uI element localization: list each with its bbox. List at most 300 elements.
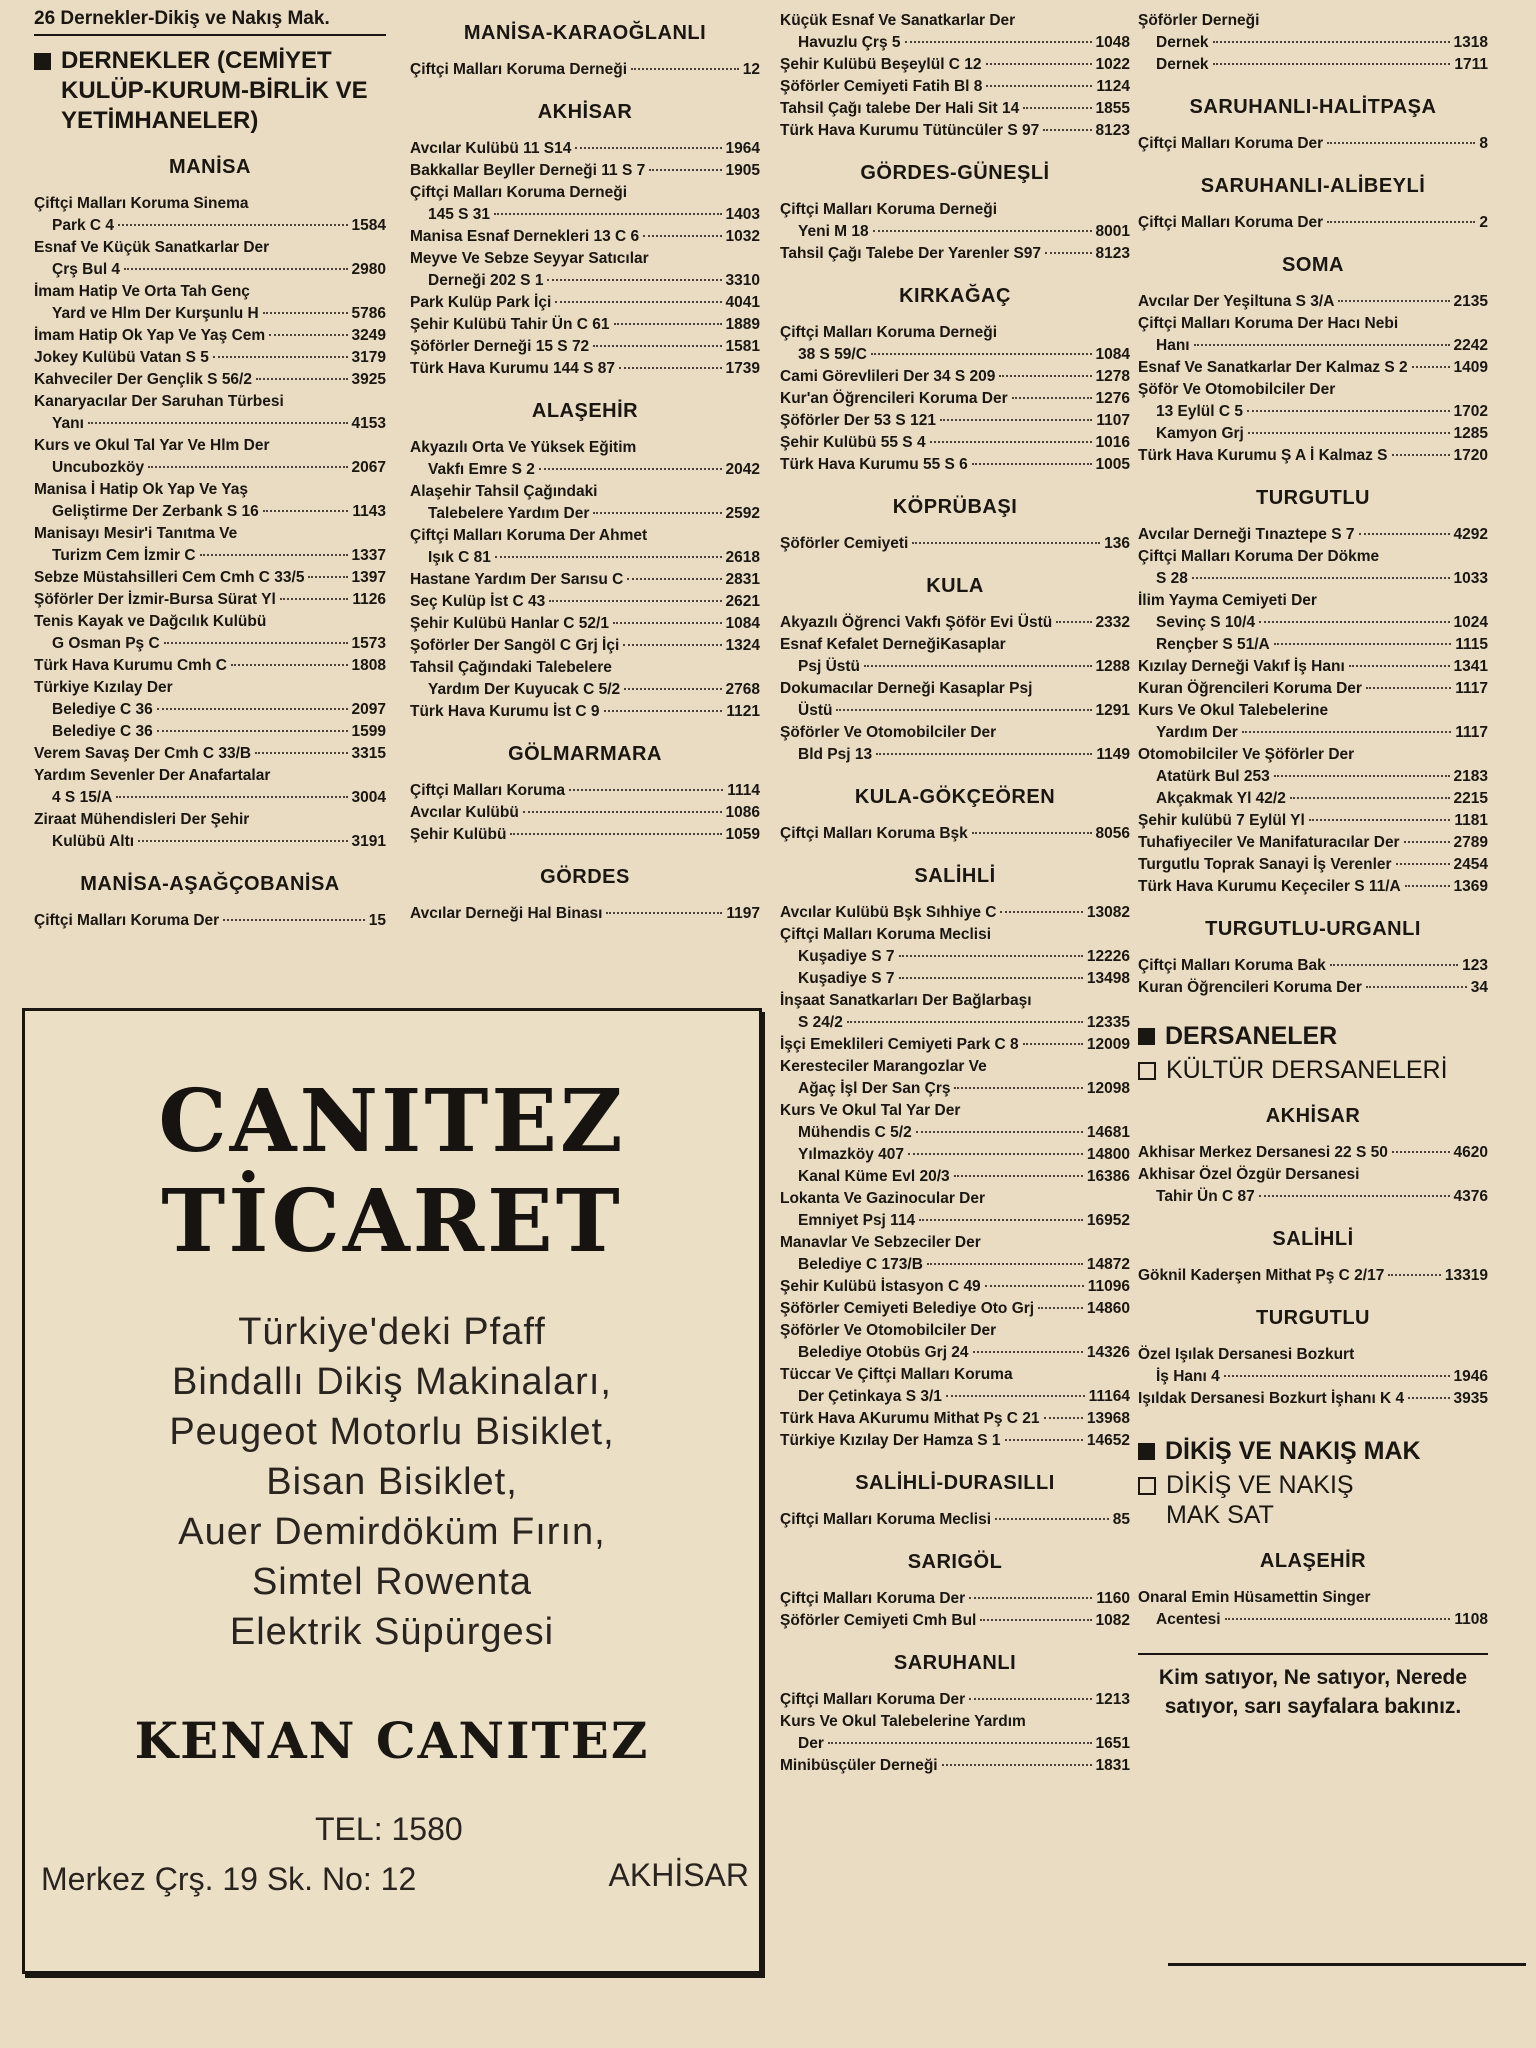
dot-leader xyxy=(118,224,347,226)
dot-leader xyxy=(523,811,722,813)
directory-entry xyxy=(34,435,386,479)
phone-number: 14652 xyxy=(1086,1432,1130,1449)
dot-leader xyxy=(1404,841,1450,843)
dot-leader xyxy=(1225,1618,1451,1620)
phone-number: 1831 xyxy=(1095,1757,1130,1774)
entry-name: Ziraat Mühendisleri Der Şehir xyxy=(34,811,250,828)
entry-address: Psj Üstü xyxy=(798,658,861,675)
entry-name: Çiftçi Malları Koruma Meclisi xyxy=(780,926,992,943)
entry-name: Avcılar Kulübü Bşk Sıhhiye C xyxy=(780,904,997,921)
entry-address: Dernek xyxy=(1156,56,1209,73)
directory-entry xyxy=(34,325,386,347)
phone-number: 2332 xyxy=(1095,614,1130,631)
entry-address: Havuzlu Çrş 5 xyxy=(798,34,901,51)
phone-number: 14326 xyxy=(1086,1344,1130,1361)
dot-leader xyxy=(148,466,347,468)
subsection-kultur-dersaneleri xyxy=(1138,1055,1488,1085)
directory-entry xyxy=(780,199,1130,243)
col4-dersane-groups xyxy=(1138,1105,1488,1410)
phone-number: 1115 xyxy=(1455,636,1488,653)
dot-leader xyxy=(1213,41,1450,43)
phone-number: 1599 xyxy=(351,723,386,740)
entry-name: Çiftçi Malları Koruma Der Ahmet xyxy=(410,527,648,544)
dot-leader xyxy=(1330,964,1458,966)
entry-name: Türk Hava Kurumu Ş A İ Kalmaz S xyxy=(1138,447,1388,464)
entry-name: Küçük Esnaf Ve Sanatkarlar Der xyxy=(780,12,1016,29)
dot-leader xyxy=(973,1351,1083,1353)
dot-leader xyxy=(899,955,1083,957)
town-entries xyxy=(780,1588,1130,1632)
phone-number: 2768 xyxy=(725,681,760,698)
directory-entry xyxy=(1138,678,1488,700)
directory-entry xyxy=(780,1711,1130,1755)
town-entries xyxy=(780,199,1130,265)
phone-number: 2042 xyxy=(725,461,760,478)
phone-number: 1946 xyxy=(1453,1368,1488,1385)
dot-leader xyxy=(569,789,723,791)
town-entries xyxy=(1138,133,1488,155)
directory-entry xyxy=(780,722,1130,766)
phone-number: 1022 xyxy=(1095,56,1130,73)
entry-name: Manisa Esnaf Dernekleri 13 C 6 xyxy=(410,228,640,245)
directory-entry xyxy=(1138,1587,1488,1631)
phone-number: 1403 xyxy=(725,206,760,223)
town-entries xyxy=(780,533,1130,555)
entry-address: Talebelere Yardım Der xyxy=(428,505,590,522)
entry-name: Akhisar Özel Özgür Dersanesi xyxy=(1138,1166,1360,1183)
phone-number: 4620 xyxy=(1453,1144,1488,1161)
phone-number: 2097 xyxy=(351,701,386,718)
dot-leader xyxy=(1396,863,1450,865)
directory-entry xyxy=(780,990,1130,1034)
phone-number: 1086 xyxy=(725,804,760,821)
directory-entry xyxy=(410,292,760,314)
dot-leader xyxy=(263,510,349,512)
entry-name: Kerestеciler Marangozlar Ve xyxy=(780,1058,987,1075)
town-heading: SOMA xyxy=(1282,254,1344,276)
dot-leader xyxy=(649,169,721,171)
phone-number: 1711 xyxy=(1454,56,1488,73)
dot-leader xyxy=(643,235,721,237)
directory-entry xyxy=(410,226,760,248)
entry-name: Akhisar Merkez Dersanesi 22 S 50 xyxy=(1138,1144,1388,1161)
ad-owner-name: KENAN CANITEZ xyxy=(134,1711,650,1770)
bottom-rule xyxy=(1168,1963,1526,1966)
entry-address: Kanal Küme Evl 20/3 xyxy=(798,1168,950,1185)
directory-entry xyxy=(780,1509,1130,1531)
directory-entry xyxy=(1138,1142,1488,1164)
phone-number: 1121 xyxy=(726,703,760,720)
phone-number: 1024 xyxy=(1453,614,1488,631)
directory-entry xyxy=(1138,379,1488,423)
directory-entry xyxy=(780,1100,1130,1122)
phone-number: 1124 xyxy=(1096,78,1130,95)
phone-number: 2135 xyxy=(1453,293,1488,310)
phone-number: 3179 xyxy=(351,349,386,366)
town-entries xyxy=(780,823,1130,845)
town-entries xyxy=(1138,1265,1488,1287)
entry-name: Şöförler Der 53 S 121 xyxy=(780,412,936,429)
entry-name: İmam Hatip Ve Orta Tah Genç xyxy=(34,283,250,300)
entry-address: Kuşadiye S 7 xyxy=(798,948,895,965)
entry-name: Tuhafiyeciler Ve Manifaturacılar Der xyxy=(1138,834,1400,851)
phone-number: 16952 xyxy=(1086,1212,1130,1229)
dot-leader xyxy=(1000,911,1082,913)
entry-name: Şöförler Ve Otomobilciler Der xyxy=(780,724,997,741)
phone-number: 3191 xyxy=(351,833,386,850)
entry-address: G Osman Pş C xyxy=(52,635,160,652)
directory-entry xyxy=(1138,1164,1488,1208)
entry-name: Çiftçi Malları Koruma Meclisi xyxy=(780,1511,992,1528)
phone-number: 2215 xyxy=(1453,790,1488,807)
ad-product-line: Auer Demirdöküm Fırın, xyxy=(178,1511,606,1553)
directory-entry xyxy=(34,391,386,435)
directory-entry xyxy=(1138,590,1488,612)
phone-number: 13082 xyxy=(1086,904,1130,921)
town-entries xyxy=(410,138,760,380)
entry-address: Uncubozköy xyxy=(52,459,145,476)
directory-entry xyxy=(780,366,1130,388)
canitez-advertisement xyxy=(22,1008,762,1974)
entry-name: Kur'an Öğrencileri Koruma Der xyxy=(780,390,1008,407)
phone-number: 2242 xyxy=(1453,337,1488,354)
column-3 xyxy=(780,10,1130,1777)
directory-entry xyxy=(780,1188,1130,1232)
entry-name: Çiftçi Malları Koruma Bşk xyxy=(780,825,968,842)
dot-leader xyxy=(88,422,348,424)
entry-name: Otomobilciler Ve Şöförler Der xyxy=(1138,746,1355,763)
dot-leader xyxy=(1408,1397,1449,1399)
column-2 xyxy=(410,2,760,925)
town-heading: KULA xyxy=(926,575,984,597)
running-head: 26 Dernekler-Dikiş ve Nakış Mak. xyxy=(34,8,386,36)
entry-address: Der xyxy=(798,1735,824,1752)
dot-leader xyxy=(1023,1043,1083,1045)
dot-leader xyxy=(624,688,721,690)
entry-name: Tahsil Çağı Talebe Der Yarenler S97 xyxy=(780,245,1042,262)
entry-name: Şehir Kulübü 55 S 4 xyxy=(780,434,926,451)
directory-entry xyxy=(1138,788,1488,810)
section-title-text: DERSANELER xyxy=(1165,1022,1338,1050)
phone-number: 1651 xyxy=(1095,1735,1130,1752)
directory-entry xyxy=(780,1320,1130,1364)
ad-title-line1: CANITEZ xyxy=(158,1071,626,1172)
ad-product-line: Elektrik Süpürgesi xyxy=(229,1611,555,1653)
dot-leader xyxy=(1412,366,1450,368)
directory-entry xyxy=(34,281,386,325)
dot-leader xyxy=(999,375,1091,377)
entry-address: Yılmazköy 407 xyxy=(798,1146,904,1163)
dot-leader xyxy=(876,753,1092,755)
directory-entry xyxy=(1138,612,1488,634)
directory-entry xyxy=(780,946,1130,968)
directory-entry xyxy=(780,76,1130,98)
directory-entry xyxy=(410,138,760,160)
town-entries xyxy=(780,322,1130,476)
town-heading: GÖRDES xyxy=(540,866,630,888)
dot-leader xyxy=(1005,1439,1083,1441)
directory-entry xyxy=(410,481,760,525)
entry-address: 4 S 15/A xyxy=(52,789,113,806)
phone-number: 1341 xyxy=(1453,658,1488,675)
entry-name: Esnaf Ve Küçük Sanatkarlar Der xyxy=(34,239,270,256)
directory-entry xyxy=(34,765,386,809)
directory-entry xyxy=(780,1276,1130,1298)
entry-name: Sebze Müstahsilleri Cem Cmh C 33/5 xyxy=(34,569,305,586)
entry-name: Şöförler Derneği 15 S 72 xyxy=(410,338,590,355)
entry-address: Atatürk Bul 253 xyxy=(1156,768,1270,785)
town-heading: SARUHANLI-ALİBEYLİ xyxy=(1200,175,1426,197)
entry-address: Vakfı Emre S 2 xyxy=(428,461,535,478)
entry-name: İlim Yayma Cemiyeti Der xyxy=(1138,592,1317,609)
entry-name: Manisayı Mesir'i Tanıtma Ve xyxy=(34,525,238,542)
phone-number: 12009 xyxy=(1086,1036,1130,1053)
entry-address: Yard ve Hlm Der Kurşunlu H xyxy=(52,305,259,322)
directory-entry xyxy=(34,910,386,932)
entry-address: Geliştirme Der Zerbank S 16 xyxy=(52,503,259,520)
town-heading: SALİHLİ xyxy=(914,865,996,887)
town-heading: GÖLMARMARA xyxy=(508,743,662,765)
entry-name: Çiftçi Malları Koruma Der xyxy=(1138,214,1324,231)
dot-leader xyxy=(157,708,348,710)
subsection-dikis-sat xyxy=(1138,1470,1488,1530)
entry-name: Yardım Sevenler Der Anafartalar xyxy=(34,767,271,784)
phone-number: 1084 xyxy=(725,615,760,632)
phone-number: 3310 xyxy=(725,272,760,289)
entry-address: 145 S 31 xyxy=(428,206,491,223)
dot-leader xyxy=(213,356,348,358)
entry-address: Tahir Ün C 87 xyxy=(1156,1188,1255,1205)
entry-address: Yanı xyxy=(52,415,84,432)
town-heading: MANİSA xyxy=(169,156,251,178)
col4-top-entries xyxy=(1138,10,1488,76)
entry-address: 38 S 59/C xyxy=(798,346,867,363)
phone-number: 1032 xyxy=(725,228,760,245)
phone-number: 14872 xyxy=(1086,1256,1130,1273)
phone-number: 2618 xyxy=(725,549,760,566)
town-entries xyxy=(780,1509,1130,1531)
col4-dikis-groups xyxy=(1138,1550,1488,1631)
phone-number: 1739 xyxy=(725,360,760,377)
dot-leader xyxy=(1213,63,1451,65)
directory-entry xyxy=(780,1430,1130,1452)
entry-address: Üstü xyxy=(798,702,833,719)
entry-address: Emniyet Psj 114 xyxy=(798,1212,916,1229)
phone-number: 1855 xyxy=(1095,100,1130,117)
ad-city: AKHİSAR xyxy=(608,1857,749,1893)
directory-entry xyxy=(410,635,760,657)
col3-top-entries xyxy=(780,10,1130,142)
section-title-text: DİKİŞ VE NAKIŞ MAK xyxy=(1165,1437,1421,1465)
directory-entry xyxy=(410,314,760,336)
entry-name: Kuran Öğrencileri Koruma Der xyxy=(1138,680,1362,697)
dot-leader xyxy=(1248,432,1450,434)
dot-leader xyxy=(972,832,1092,834)
entry-name: Çiftçi Malları Koruma Bak xyxy=(1138,957,1326,974)
entry-name: Türkiye Kızılay Der Hamza S 1 xyxy=(780,1432,1001,1449)
phone-number: 8 xyxy=(1479,135,1488,152)
directory-entry xyxy=(1138,32,1488,54)
dot-leader xyxy=(972,463,1092,465)
town-entries xyxy=(1138,212,1488,234)
phone-number: 1108 xyxy=(1454,1611,1488,1628)
phone-number: 14800 xyxy=(1086,1146,1130,1163)
filled-square-icon xyxy=(1138,1028,1155,1045)
phone-number: 1276 xyxy=(1095,390,1130,407)
phone-number: 8123 xyxy=(1095,245,1130,262)
dot-leader xyxy=(575,147,721,149)
entry-address: Acentesi xyxy=(1156,1611,1221,1628)
entry-name: İmam Hatip Ok Yap Ve Yaş Cem xyxy=(34,327,266,344)
directory-entry xyxy=(410,182,760,226)
entry-name: Kurs Ve Okul Tal Yar Der xyxy=(780,1102,961,1119)
entry-name: Türk Hava Kurumu Cmh C xyxy=(34,657,227,674)
phone-number: 1033 xyxy=(1453,570,1488,587)
directory-entry xyxy=(780,1298,1130,1320)
dot-leader xyxy=(1359,533,1450,535)
entry-address: Yeni M 18 xyxy=(798,223,869,240)
entry-address: 13 Eylül C 5 xyxy=(1156,403,1244,420)
phone-number: 2621 xyxy=(725,593,760,610)
col2-groups xyxy=(410,22,760,925)
entry-address: Turizm Cem İzmir C xyxy=(52,547,196,564)
entry-address: Işık C 81 xyxy=(428,549,491,566)
entry-name: Türkiye Kızılay Der xyxy=(34,679,173,696)
dot-leader xyxy=(263,312,348,314)
entry-name: Minibüsçüler Derneği xyxy=(780,1757,938,1774)
phone-number: 123 xyxy=(1462,957,1488,974)
dot-leader xyxy=(912,542,1100,544)
entry-name: İnşaat Sanatkarları Der Bağlarbaşı xyxy=(780,992,1032,1009)
entry-name: Alaşehir Tahsil Çağındaki xyxy=(410,483,598,500)
dot-leader xyxy=(200,554,348,556)
ad-address: Merkez Çrş. 19 Sk. No: 12 xyxy=(41,1861,417,1897)
dot-leader xyxy=(980,1619,1091,1621)
entry-name: Şöförler Derneği xyxy=(1138,12,1260,29)
col1-groups xyxy=(34,156,386,932)
entry-name: Şöförler Ve Otomobilciler Der xyxy=(780,1322,997,1339)
phone-number: 2454 xyxy=(1453,856,1488,873)
directory-entry xyxy=(780,1588,1130,1610)
dot-leader xyxy=(1309,819,1451,821)
phone-number: 2183 xyxy=(1453,768,1488,785)
dot-leader xyxy=(1023,107,1091,109)
town-entries xyxy=(410,59,760,81)
entry-address: Mühendis C 5/2 xyxy=(798,1124,912,1141)
dot-leader xyxy=(828,1742,1092,1744)
dot-leader xyxy=(1388,1274,1441,1276)
entry-name: Çiftçi Malları Koruma Sinema xyxy=(34,195,249,212)
directory-entry xyxy=(410,437,760,481)
dot-leader xyxy=(308,576,347,578)
entry-name: Şehir Kulübü xyxy=(410,826,507,843)
dot-leader xyxy=(871,353,1092,355)
dot-leader xyxy=(619,367,721,369)
town-heading: AKHİSAR xyxy=(1265,1105,1361,1127)
entry-name: Türk Hava AKurumu Mithat Pş C 21 xyxy=(780,1410,1040,1427)
directory-entry xyxy=(410,160,760,182)
entry-name: Avcılar Der Yeşiltuna S 3/A xyxy=(1138,293,1335,310)
phone-number: 8123 xyxy=(1095,122,1130,139)
entry-address: Belediye Otobüs Grj 24 xyxy=(798,1344,969,1361)
directory-entry xyxy=(410,59,760,81)
phone-number: 1016 xyxy=(1095,434,1130,451)
dot-leader xyxy=(593,345,721,347)
phone-number: 5786 xyxy=(351,305,386,322)
phone-number: 1584 xyxy=(351,217,386,234)
town-heading: TURGUTLU xyxy=(1256,487,1370,509)
dot-leader xyxy=(116,796,347,798)
directory-entry xyxy=(780,634,1130,678)
entry-address: Rençber S 51/A xyxy=(1156,636,1270,653)
entry-name: İşçi Emeklileri Cemiyeti Park C 8 xyxy=(780,1036,1019,1053)
phone-number: 3004 xyxy=(351,789,386,806)
entry-name: Şöförler Cemiyeti Fatih Bl 8 xyxy=(780,78,983,95)
entry-name: Özel Işılak Dersanesi Bozkurt xyxy=(1138,1346,1355,1363)
directory-entry xyxy=(780,1610,1130,1632)
entry-name: Çiftçi Malları Koruma Der Hacı Nebi xyxy=(1138,315,1399,332)
dot-leader xyxy=(231,664,348,666)
dot-leader xyxy=(864,665,1092,667)
phone-number: 4153 xyxy=(351,415,386,432)
dot-leader xyxy=(549,600,721,602)
section-title-dersaneler xyxy=(1138,1021,1488,1051)
dot-leader xyxy=(1274,643,1452,645)
dot-leader xyxy=(606,912,722,914)
entry-name: Akyazılı Öğrenci Vakfı Şöför Evi Üstü xyxy=(780,614,1053,631)
entry-address: Akçakmak Yl 42/2 xyxy=(1156,790,1286,807)
dot-leader xyxy=(547,279,721,281)
directory-entry xyxy=(1138,546,1488,590)
town-heading: SALİHLİ-DURASILLI xyxy=(855,1472,1055,1494)
entry-name: Şöför Ve Otomobilciler Der xyxy=(1138,381,1336,398)
dot-leader xyxy=(1327,142,1475,144)
phone-number: 1160 xyxy=(1096,1590,1130,1607)
col3-groups xyxy=(780,162,1130,1777)
dot-leader xyxy=(495,556,722,558)
phone-number: 1197 xyxy=(726,905,760,922)
filled-square-icon xyxy=(34,53,51,70)
dot-leader xyxy=(946,1395,1085,1397)
phone-number: 12226 xyxy=(1086,948,1130,965)
directory-entry xyxy=(1138,212,1488,234)
dot-leader xyxy=(942,1764,1092,1766)
town-heading: ALAŞEHİR xyxy=(531,400,639,422)
directory-entry xyxy=(1138,291,1488,313)
directory-entry xyxy=(1138,766,1488,788)
entry-name: Şöförler Der İzmir-Bursa Sürat Yl xyxy=(34,591,276,608)
phone-number: 3925 xyxy=(351,371,386,388)
entry-name: Şehir Kulübü Beşeylül C 12 xyxy=(780,56,982,73)
phone-number: 1048 xyxy=(1095,34,1130,51)
dot-leader xyxy=(138,840,347,842)
dot-leader xyxy=(986,85,1092,87)
dot-leader xyxy=(1242,731,1451,733)
phone-number: 1397 xyxy=(351,569,386,586)
directory-entry xyxy=(34,589,386,611)
dot-leader xyxy=(1349,665,1450,667)
directory-entry xyxy=(1138,133,1488,155)
town-entries xyxy=(780,902,1130,1452)
directory-entry xyxy=(34,347,386,369)
directory-entry xyxy=(780,322,1130,366)
phone-number: 13498 xyxy=(1086,970,1130,987)
phone-number: 1082 xyxy=(1095,1612,1130,1629)
ad-product-line: Türkiye'deki Pfaff xyxy=(238,1311,546,1353)
entry-address: S 28 xyxy=(1156,570,1188,587)
entry-name: Şöförler Cemiyeti Cmh Bul xyxy=(780,1612,977,1629)
phone-number: 4292 xyxy=(1453,526,1488,543)
